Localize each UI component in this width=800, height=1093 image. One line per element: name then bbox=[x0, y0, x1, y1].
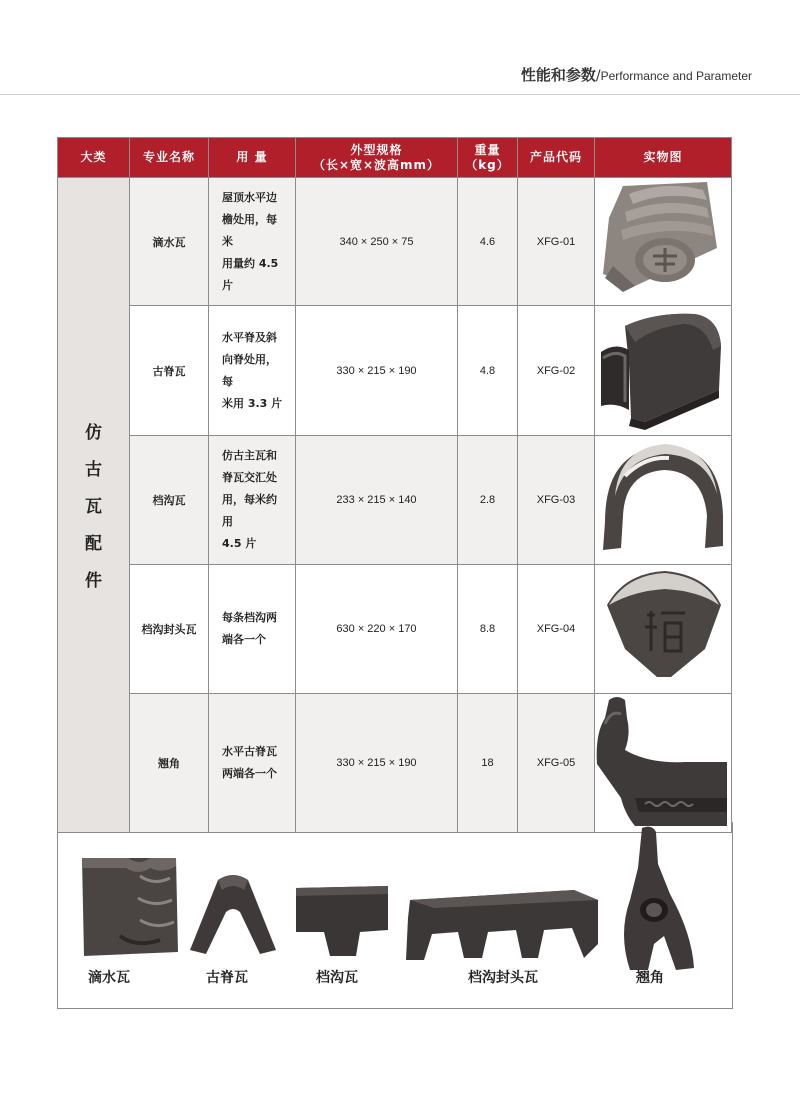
product-gallery bbox=[57, 822, 733, 1009]
category-char: 瓦 bbox=[85, 496, 102, 517]
product-weight: 4.8 bbox=[458, 306, 518, 436]
product-usage bbox=[209, 694, 296, 833]
table-row bbox=[58, 178, 732, 306]
product-usage bbox=[209, 436, 296, 565]
product-usage bbox=[209, 306, 296, 436]
usage-line: 仿古主瓦和 bbox=[222, 449, 277, 462]
category-cell bbox=[58, 178, 130, 833]
col-header-photo: 实物图 bbox=[595, 138, 732, 178]
col-header-dims-title: 外型规格 bbox=[350, 142, 403, 157]
usage-line: 两端各一个 bbox=[222, 767, 277, 780]
col-header-weight bbox=[458, 138, 518, 178]
gallery-label: 档沟封头瓦 bbox=[468, 970, 538, 986]
gutter-end-tile-photo bbox=[595, 565, 732, 694]
product-dims: 330 × 215 × 190 bbox=[296, 306, 458, 436]
category-char: 仿 bbox=[85, 422, 102, 443]
col-header-weight-unit: （kg） bbox=[465, 157, 510, 172]
product-dims: 330 × 215 × 190 bbox=[296, 694, 458, 833]
gallery-gutter-tile-image bbox=[294, 884, 390, 958]
gutter-tile-image bbox=[595, 436, 731, 561]
gallery-label: 档沟瓦 bbox=[316, 970, 358, 986]
col-header-category: 大类 bbox=[58, 138, 130, 178]
gallery-ridge-tile-image bbox=[188, 872, 278, 958]
drip-tile-image bbox=[595, 178, 731, 302]
table-row bbox=[58, 565, 732, 694]
product-dims: 630 × 220 × 170 bbox=[296, 565, 458, 694]
table-row bbox=[58, 694, 732, 833]
upturned-corner-image bbox=[595, 694, 731, 829]
col-header-code: 产品代码 bbox=[518, 138, 595, 178]
product-code: XFG-05 bbox=[518, 694, 595, 833]
product-name: 翘角 bbox=[130, 694, 209, 833]
drip-tile-photo bbox=[595, 178, 732, 306]
gallery-label: 滴水瓦 bbox=[88, 970, 130, 986]
table-row bbox=[58, 306, 732, 436]
product-weight: 2.8 bbox=[458, 436, 518, 565]
category-char: 配 bbox=[85, 533, 102, 554]
usage-line: 向脊处用，每 bbox=[222, 352, 277, 388]
gallery-upturned-corner-image bbox=[612, 824, 696, 974]
product-name: 档沟瓦 bbox=[130, 436, 209, 565]
product-usage bbox=[209, 178, 296, 306]
product-code: XFG-01 bbox=[518, 178, 595, 306]
page-title-en: Performance and Parameter bbox=[600, 69, 752, 83]
spec-table bbox=[57, 137, 732, 833]
product-name: 滴水瓦 bbox=[130, 178, 209, 306]
col-header-usage: 用 量 bbox=[209, 138, 296, 178]
ridge-tile-image bbox=[595, 306, 731, 432]
page-title bbox=[521, 64, 752, 85]
page-header bbox=[0, 62, 800, 95]
product-dims: 340 × 250 × 75 bbox=[296, 178, 458, 306]
gallery-label: 翘角 bbox=[636, 970, 664, 986]
col-header-dims bbox=[296, 138, 458, 178]
product-code: XFG-04 bbox=[518, 565, 595, 694]
product-code: XFG-02 bbox=[518, 306, 595, 436]
usage-line: 水平古脊瓦 bbox=[222, 745, 277, 758]
title-separator: / bbox=[595, 68, 601, 84]
usage-line: 用量约 4.5 片 bbox=[222, 256, 279, 292]
product-weight: 4.6 bbox=[458, 178, 518, 306]
usage-line: 米用 3.3 片 bbox=[222, 396, 283, 410]
gallery-gutter-end-tile-image bbox=[404, 888, 600, 962]
product-weight: 8.8 bbox=[458, 565, 518, 694]
category-char: 件 bbox=[85, 570, 102, 591]
usage-line: 水平脊及斜 bbox=[222, 330, 277, 344]
table-row bbox=[58, 436, 732, 565]
gutter-tile-photo bbox=[595, 436, 732, 565]
page-title-zh: 性能和参数 bbox=[520, 66, 596, 84]
col-header-weight-title: 重量 bbox=[474, 142, 501, 157]
product-name: 古脊瓦 bbox=[130, 306, 209, 436]
col-header-name: 专业名称 bbox=[130, 138, 209, 178]
usage-line: 4.5 片 bbox=[222, 537, 257, 550]
usage-line: 脊瓦交汇处 bbox=[222, 471, 277, 484]
product-name: 档沟封头瓦 bbox=[130, 565, 209, 694]
product-dims: 233 × 215 × 140 bbox=[296, 436, 458, 565]
ridge-tile-photo bbox=[595, 306, 732, 436]
gallery-label: 古脊瓦 bbox=[206, 970, 248, 986]
table-header-row bbox=[58, 138, 732, 178]
usage-line: 屋顶水平边 bbox=[222, 190, 277, 204]
product-usage bbox=[209, 565, 296, 694]
usage-line: 端各一个 bbox=[222, 633, 266, 646]
usage-line: 用，每米约用 bbox=[222, 493, 277, 528]
col-header-dims-unit: （长×宽×波高mm） bbox=[312, 157, 441, 172]
upturned-corner-photo bbox=[595, 694, 732, 833]
usage-line: 檐处用，每米 bbox=[222, 212, 277, 248]
category-char: 古 bbox=[85, 459, 102, 480]
usage-line: 每条档沟两 bbox=[222, 611, 277, 624]
gallery-drip-tile-image bbox=[80, 856, 180, 958]
gutter-end-tile-image bbox=[595, 565, 731, 690]
product-weight: 18 bbox=[458, 694, 518, 833]
product-code: XFG-03 bbox=[518, 436, 595, 565]
